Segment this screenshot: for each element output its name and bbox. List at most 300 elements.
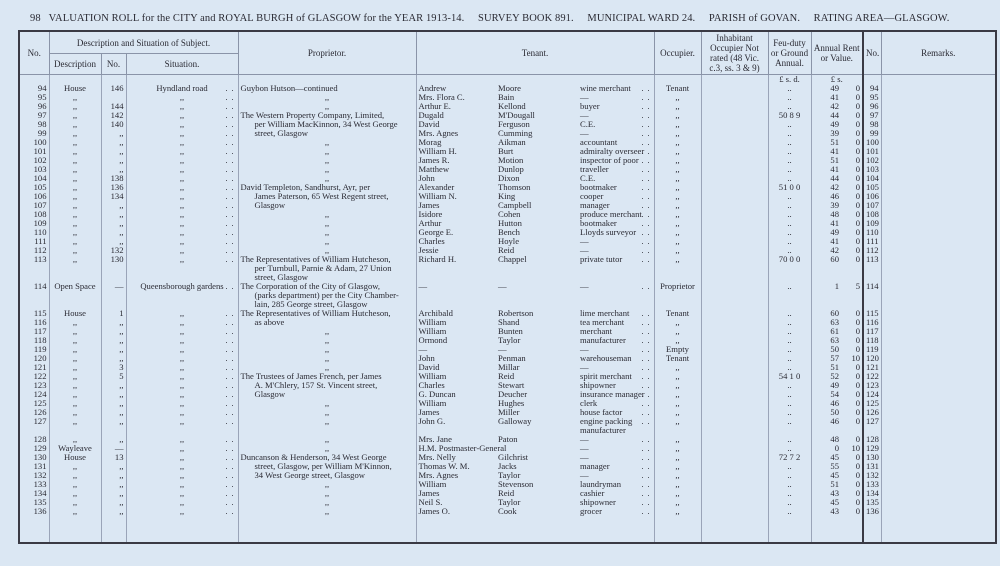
feu-duty-cell: .. [768,327,811,336]
row-number: 125 [19,399,49,408]
house-number: ,, [101,219,126,228]
inhabitant-cell [701,336,768,345]
remarks-cell [881,147,996,156]
situation-cell: ,, . . [126,246,238,255]
tenant-occupation: — . . [578,237,654,246]
house-number: ,, [101,327,126,336]
table-row [19,399,996,408]
table-row [19,462,996,471]
remarks-cell [881,354,996,363]
tenant-first-name [416,426,496,435]
tenant-occupation: inspector of poor . . [578,156,654,165]
feu-duty-cell: .. [768,435,811,444]
inhabitant-cell [701,381,768,390]
inhabitant-cell [701,183,768,192]
occupier-cell: ,, [654,462,701,471]
feu-duty-cell: 50 8 9 [768,111,811,120]
row-number: 129 [19,444,49,453]
remarks-cell [881,201,996,210]
occupier-cell: ,, [654,237,701,246]
annual-shillings: 0 [841,489,863,498]
proprietor-cell: ,, [238,417,416,426]
tenant-surname: King [498,192,516,201]
tenant-occupation [578,273,654,282]
remarks-cell [881,426,996,435]
row-number-right: 95 [863,93,881,102]
house-number [101,300,126,309]
tenant-first-name [416,291,496,300]
proprietor-cell: Glasgow [238,201,416,210]
situation-cell: ,, . . [126,129,238,138]
house-number: — [101,282,126,291]
annual-shillings: 0 [841,408,863,417]
header-remarks: Remarks. [881,31,996,75]
annual-shillings: 0 [841,210,863,219]
tenant-surname: — [498,345,507,354]
tenant-occupation: C.E. . . [578,174,654,183]
situation-cell: ,, . . [126,399,238,408]
proprietor-cell: street, Glasgow [238,273,416,282]
occupier-cell: ,, [654,489,701,498]
table-row [19,453,996,462]
situation-cell: ,, . . [126,102,238,111]
house-number: ,, [101,201,126,210]
row-number-right: 130 [863,453,881,462]
tenant-occupation: — . . [578,453,654,462]
proprietor-cell: ,, [238,219,416,228]
row-number: 120 [19,354,49,363]
feu-duty-cell: .. [768,246,811,255]
row-number: 118 [19,336,49,345]
proprietor-cell: ,, [238,354,416,363]
description-cell: House [49,453,101,462]
row-number-right: 106 [863,192,881,201]
annual-shillings: 0 [841,498,863,507]
tenant-surname: Stevenson [498,480,534,489]
inhabitant-cell [701,165,768,174]
inhabitant-cell [701,471,768,480]
inhabitant-cell [701,228,768,237]
annual-shillings: 5 [841,282,863,291]
tenant-first-name: James [416,201,496,210]
annual-pounds: 44 [811,111,841,120]
description-cell: ,, [49,174,101,183]
remarks-cell [881,264,996,273]
remarks-cell [881,372,996,381]
feu-duty-cell: .. [768,507,811,516]
tenant-occupation: Lloyds surveyor . . [578,228,654,237]
remarks-cell [881,435,996,444]
tenant-surname: Hughes [498,399,525,408]
inhabitant-cell [701,282,768,291]
situation-cell [126,426,238,435]
annual-pounds: 39 [811,201,841,210]
house-number: ,, [101,498,126,507]
row-number: 108 [19,210,49,219]
description-cell: ,, [49,498,101,507]
annual-pounds: 61 [811,327,841,336]
description-cell: ,, [49,381,101,390]
row-number: 117 [19,327,49,336]
annual-pounds: 51 [811,156,841,165]
tenant-occupation: buyer . . [578,102,654,111]
occupier-cell: ,, [654,111,701,120]
tenant-occupation: manager . . [578,201,654,210]
proprietor-cell: ,, [238,138,416,147]
tenant-surname: Ferguson [498,120,530,129]
tenant-surname [496,264,578,273]
remarks-cell [881,219,996,228]
occupier-cell: ,, [654,399,701,408]
situation-cell: ,, . . [126,480,238,489]
row-number: 107 [19,201,49,210]
row-number-right: 120 [863,354,881,363]
occupier-cell [654,300,701,309]
occupier-cell: ,, [654,498,701,507]
proprietor-cell: ,, [238,93,416,102]
annual-shillings: 0 [841,84,863,93]
feu-duty-cell: .. [768,228,811,237]
house-number: ,, [101,156,126,165]
annual-shillings: 0 [841,147,863,156]
description-cell: ,, [49,480,101,489]
house-number [101,264,126,273]
description-cell: ,, [49,354,101,363]
description-cell: ,, [49,237,101,246]
remarks-cell [881,255,996,264]
row-number-right: 96 [863,102,881,111]
annual-pounds: 48 [811,210,841,219]
proprietor-cell: ,, [238,507,416,516]
tenant-first-name: Mrs. Jane [416,435,496,444]
table-row [19,498,996,507]
feu-duty-cell: .. [768,318,811,327]
inhabitant-cell [701,489,768,498]
row-number-right: 110 [863,228,881,237]
annual-shillings: 0 [841,111,863,120]
occupier-cell [654,273,701,282]
house-number: 146 [101,84,126,93]
annual-shillings [841,291,863,300]
header-description-group: Description and Situation of Subject. [49,31,238,54]
annual-shillings [841,300,863,309]
annual-pounds: 43 [811,507,841,516]
description-cell: ,, [49,435,101,444]
description-cell: ,, [49,147,101,156]
occupier-cell: ,, [654,408,701,417]
annual-pounds: 54 [811,390,841,399]
proprietor-cell: as above [238,318,416,327]
row-number-right: 125 [863,399,881,408]
annual-shillings: 0 [841,93,863,102]
tenant-surname: Deucher [498,390,528,399]
feu-duty-cell: .. [768,345,811,354]
table-row [19,282,996,291]
feu-duty-cell: .. [768,363,811,372]
house-number: ,, [101,507,126,516]
tenant-occupation: — . . [578,129,654,138]
annual-shillings: 0 [841,228,863,237]
situation-cell: ,, . . [126,255,238,264]
description-cell [49,264,101,273]
tenant-occupation: manufacturer [578,426,654,435]
inhabitant-cell [701,102,768,111]
remarks-cell [881,381,996,390]
table-row [19,138,996,147]
proprietor-cell: ,, [238,480,416,489]
situation-cell: ,, . . [126,237,238,246]
tenant-surname: Cumming [498,129,533,138]
annual-pounds: 57 [811,354,841,363]
tenant-surname: Taylor [498,336,521,345]
tenant-surname: Hoyle [498,237,520,246]
occupier-cell: ,, [654,507,701,516]
annual-shillings: 0 [841,318,863,327]
description-cell: ,, [49,129,101,138]
row-number-right: 117 [863,327,881,336]
tenant-surname: Dixon [498,174,520,183]
header-number: No. [101,54,126,75]
annual-pounds: 39 [811,129,841,138]
row-number: 131 [19,462,49,471]
situation-cell: ,, . . [126,363,238,372]
tenant-occupation: insurance manager . . [578,390,654,399]
description-cell: ,, [49,156,101,165]
remarks-cell [881,138,996,147]
remarks-cell [881,183,996,192]
house-number: 5 [101,372,126,381]
row-number: 115 [19,309,49,318]
table-row [19,372,996,381]
proprietor-cell: The Representatives of William Hutcheson, [238,255,416,264]
feu-duty-cell: .. [768,165,811,174]
annual-shillings: 0 [841,309,863,318]
house-number: ,, [101,435,126,444]
tenant-surname: Shand [498,318,520,327]
table-row [19,147,996,156]
house-number: 140 [101,120,126,129]
row-number-right: 109 [863,219,881,228]
inhabitant-cell [701,408,768,417]
table-row-continuation [19,426,996,435]
tenant-first-name: John [416,174,496,183]
row-number-right [863,273,881,282]
header-inhabitant-occupier: Inhabitant Occupier Not rated (48 Vic. c.3, ss. 3 & 9) [701,31,768,75]
row-number-right: 127 [863,417,881,426]
row-number: 110 [19,228,49,237]
annual-shillings: 10 [841,444,863,453]
occupier-cell: ,, [654,183,701,192]
row-number: 101 [19,147,49,156]
row-number-right: 111 [863,237,881,246]
house-number: 138 [101,174,126,183]
occupier-cell: Tenant [654,309,701,318]
tenant-occupation: wine merchant . . [578,84,654,93]
occupier-cell: ,, [654,453,701,462]
proprietor-cell: The Corporation of the City of Glasgow, [238,282,416,291]
situation-cell: ,, . . [126,156,238,165]
tenant-occupation: private tutor . . [578,255,654,264]
situation-cell [126,300,238,309]
description-cell: ,, [49,489,101,498]
tenant-first-name: Matthew [416,165,496,174]
inhabitant-cell [701,444,768,453]
table-row [19,507,996,516]
proprietor-cell: street, Glasgow, per William M'Kinnon, [238,462,416,471]
inhabitant-cell [701,111,768,120]
annual-pounds: 52 [811,372,841,381]
occupier-cell: ,, [654,156,701,165]
feu-duty-cell: .. [768,480,811,489]
inhabitant-cell [701,156,768,165]
row-number-right: 119 [863,345,881,354]
row-number: 103 [19,165,49,174]
proprietor-cell: Duncanson & Henderson, 34 West George [238,453,416,462]
annual-shillings: 0 [841,480,863,489]
tenant-occupation: — . . [578,282,654,291]
tenant-first-name: Mrs. Agnes [416,471,496,480]
house-number: 134 [101,192,126,201]
tenant-occupation: warehouseman . . [578,354,654,363]
tenant-occupation: traveller . . [578,165,654,174]
row-number-right: 135 [863,498,881,507]
proprietor-cell: ,, [238,210,416,219]
house-number: ,, [101,318,126,327]
occupier-cell: ,, [654,444,701,453]
situation-cell [126,273,238,282]
tenant-occupation: engine packing . . [578,417,654,426]
row-number [19,264,49,273]
tenant-first-name: — [416,345,496,354]
tenant-first-name: Ormond [416,336,496,345]
table-row [19,489,996,498]
situation-cell: ,, . . [126,345,238,354]
row-number [19,273,49,282]
occupier-cell [654,291,701,300]
annual-units: £ s. [811,75,863,85]
feu-duty-cell: .. [768,237,811,246]
annual-pounds: 42 [811,102,841,111]
situation-cell: ,, . . [126,498,238,507]
tenant-occupation: clerk . . [578,399,654,408]
proprietor-cell: ,, [238,147,416,156]
tenant-first-name: Alexander [416,183,496,192]
annual-shillings: 0 [841,102,863,111]
feu-duty-cell: .. [768,102,811,111]
tenant-surname: Taylor [498,498,521,507]
tenant-occupation: — . . [578,93,654,102]
table-row [19,381,996,390]
row-number-right: 105 [863,183,881,192]
header-proprietor: Proprietor. [238,31,416,75]
table-row [19,183,996,192]
tenant-first-name: James [416,489,496,498]
house-number: ,, [101,138,126,147]
situation-cell: ,, . . [126,120,238,129]
tenant-occupation: — . . [578,111,654,120]
house-number: ,, [101,237,126,246]
annual-shillings: 0 [841,399,863,408]
header-description: Description [49,54,101,75]
row-number: 109 [19,219,49,228]
row-number-right: 104 [863,174,881,183]
tenant-first-name: Archibald [416,309,496,318]
inhabitant-cell [701,309,768,318]
proprietor-cell: ,, [238,336,416,345]
situation-cell: ,, . . [126,381,238,390]
annual-shillings: 0 [841,345,863,354]
tenant-first-name: Neil S. [416,498,496,507]
row-number-right: 122 [863,372,881,381]
table-row-continuation [19,291,996,300]
feu-duty-cell: .. [768,156,811,165]
annual-pounds: 0 [811,444,841,453]
proprietor-cell: The Trustees of James French, per James [238,372,416,381]
house-number: ,, [101,471,126,480]
annual-pounds: 45 [811,498,841,507]
house-number: 136 [101,183,126,192]
inhabitant-cell [701,300,768,309]
tenant-first-name: Isidore [416,210,496,219]
situation-cell [126,264,238,273]
house-number [101,426,126,435]
situation-cell [126,291,238,300]
proprietor-cell: ,, [238,327,416,336]
tenant-first-name: Richard H. [416,255,496,264]
occupier-cell: Tenant [654,84,701,93]
occupier-cell: ,, [654,435,701,444]
table-row [19,417,996,426]
description-cell: House [49,84,101,93]
table-row [19,165,996,174]
proprietor-cell: ,, [238,246,416,255]
occupier-cell: ,, [654,129,701,138]
situation-cell: ,, . . [126,309,238,318]
house-number: ,, [101,381,126,390]
house-number: 1 [101,309,126,318]
row-number-right: 113 [863,255,881,264]
remarks-cell [881,291,996,300]
row-number [19,291,49,300]
table-row [19,318,996,327]
annual-pounds: 41 [811,165,841,174]
house-number: ,, [101,228,126,237]
inhabitant-cell [701,84,768,93]
description-cell [49,300,101,309]
occupier-cell: Tenant [654,354,701,363]
description-cell: ,, [49,210,101,219]
tenant-surname: Thomson [498,183,531,192]
table-row-continuation [19,273,996,282]
table-row [19,408,996,417]
tenant-surname: Millar [498,363,520,372]
row-number: 133 [19,480,49,489]
inhabitant-cell [701,219,768,228]
feu-duty-cell: .. [768,309,811,318]
tenant-first-name: Jessie [416,246,496,255]
row-number-right: 115 [863,309,881,318]
occupier-cell: ,, [654,255,701,264]
proprietor-cell: (parks department) per the City Chamber- [238,291,416,300]
inhabitant-cell [701,498,768,507]
table-row [19,210,996,219]
row-number-right: 136 [863,507,881,516]
tenant-occupation: — . . [578,363,654,372]
situation-cell: Queensborough gardens . . [126,282,238,291]
tenant-surname: Miller [498,408,520,417]
row-number [19,300,49,309]
proprietor-cell: ,, [238,363,416,372]
